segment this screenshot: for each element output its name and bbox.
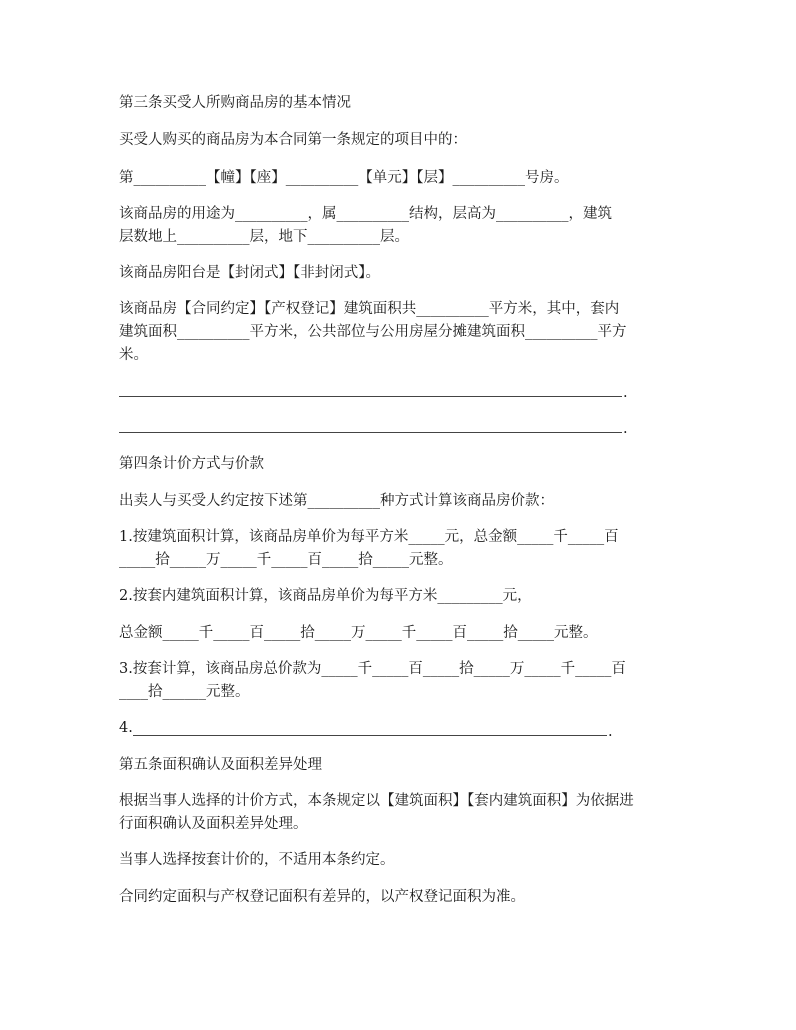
- article-4-title: 第四条计价方式与价款: [119, 456, 264, 472]
- article-4-option-1-line-1: 1.按建筑面积计算，该商品房单价为每平方米_____元，总金额_____千_____百: [119, 529, 619, 545]
- article-3-area-line-3: 米。: [119, 347, 148, 363]
- blank-line-2-end: .: [623, 421, 628, 437]
- article-3-area-line-1: 该商品房【合同约定】【产权登记】建筑面积共__________平方米，其中，套内: [119, 301, 620, 317]
- article-4-option-2-line-2: 总金额_____千_____百_____拾_____万_____千_____百_____拾_____元整。: [119, 625, 598, 641]
- article-5-para-1-line-2: 行面积确认及面积差异处理。: [119, 816, 308, 832]
- article-3-use-line-2: 层数地上__________层，地下__________层。: [119, 229, 409, 245]
- article-5-para-3: 合同约定面积与产权登记面积有差异的，以产权登记面积为准。: [119, 889, 525, 905]
- article-3-use-line-1: 该商品房的用途为__________，属__________结构，层高为__________，建筑: [119, 206, 612, 222]
- article-4-option-4-end: .: [608, 724, 613, 740]
- article-4-option-4-blank: [133, 735, 607, 736]
- blank-line-1-end: .: [623, 385, 628, 401]
- blank-line-1: [119, 396, 622, 397]
- article-3-room: 第__________【幢】【座】__________【单元】【层】__________号房。: [119, 170, 569, 186]
- article-4-option-2-line-1: 2.按套内建筑面积计算，该商品房单价为每平方米_________元，: [119, 588, 532, 604]
- article-3-title: 第三条买受人所购商品房的基本情况: [119, 95, 351, 111]
- article-5-para-1-line-1: 根据当事人选择的计价方式，本条规定以【建筑面积】【套内建筑面积】为依据进: [119, 793, 634, 809]
- blank-line-2: [119, 432, 622, 433]
- article-5-para-2: 当事人选择按套计价的，不适用本条约定。: [119, 852, 395, 868]
- article-4-option-1-line-2: _____拾_____万_____千_____百_____拾_____元整。: [119, 552, 453, 568]
- article-4-option-4-prefix: 4.: [119, 720, 133, 736]
- article-3-balcony: 该商品房阳台是【封闭式】【非封闭式】。: [119, 265, 380, 281]
- article-5-title: 第五条面积确认及面积差异处理: [119, 757, 322, 773]
- article-4-intro: 出卖人与买受人约定按下述第__________种方式计算该商品房价款：: [119, 493, 554, 509]
- article-3-intro: 买受人购买的商品房为本合同第一条规定的项目中的：: [119, 132, 467, 148]
- article-4-option-3-line-1: 3.按套计算，该商品房总价款为_____千_____百_____拾_____万_____千_____百: [119, 661, 626, 677]
- article-4-option-3-line-2: ____拾______元整。: [119, 684, 250, 700]
- article-3-area-line-2: 建筑面积__________平方米，公共部位与公用房屋分摊建筑面积__________平方: [119, 324, 627, 340]
